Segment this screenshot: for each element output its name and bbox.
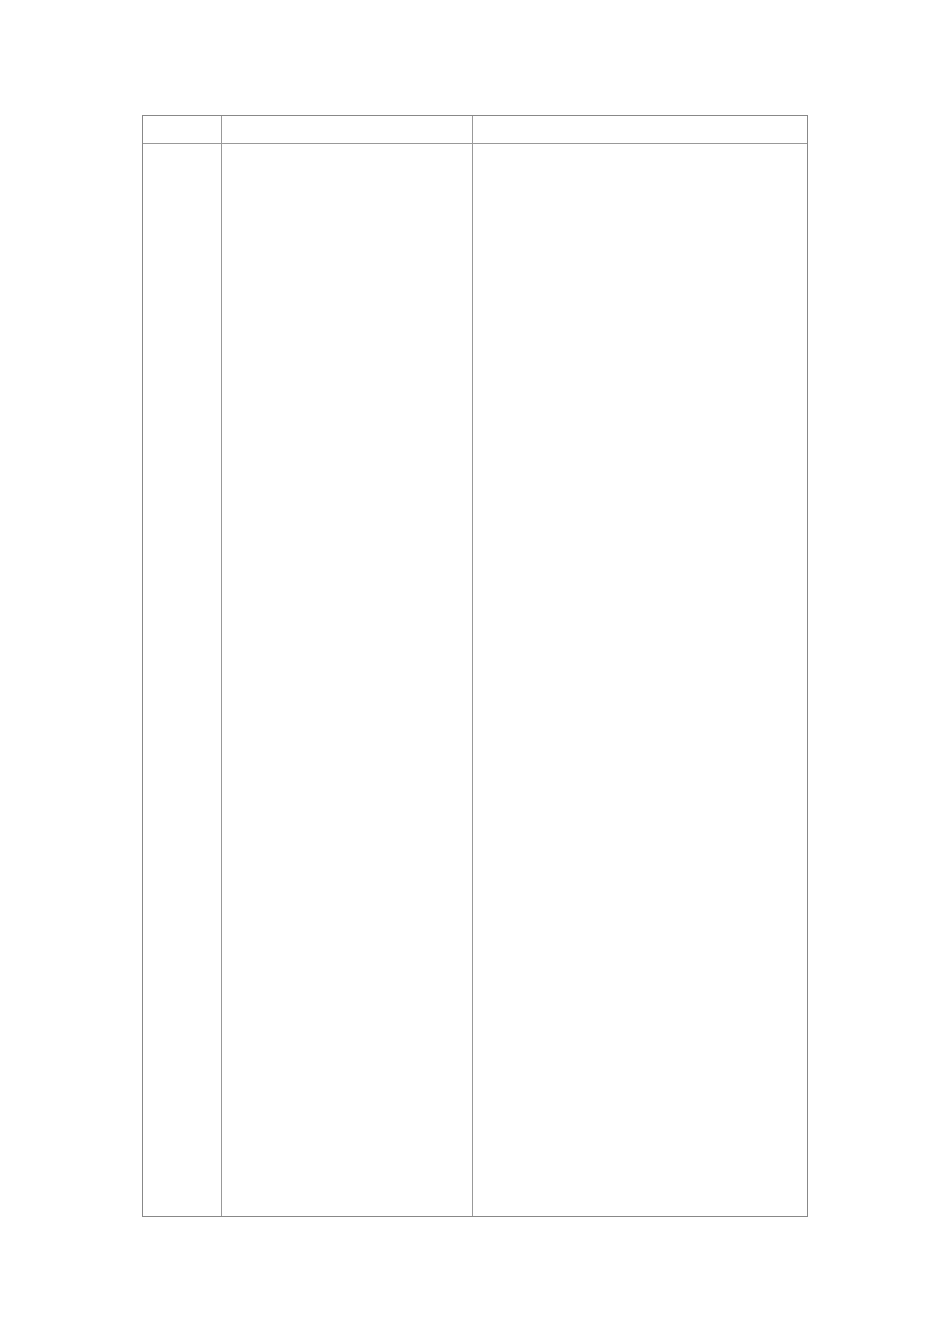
- column-divider-body: [221, 143, 222, 1216]
- table-header: [143, 116, 807, 144]
- hazard-table: [142, 115, 808, 1217]
- column-divider: [472, 116, 473, 1216]
